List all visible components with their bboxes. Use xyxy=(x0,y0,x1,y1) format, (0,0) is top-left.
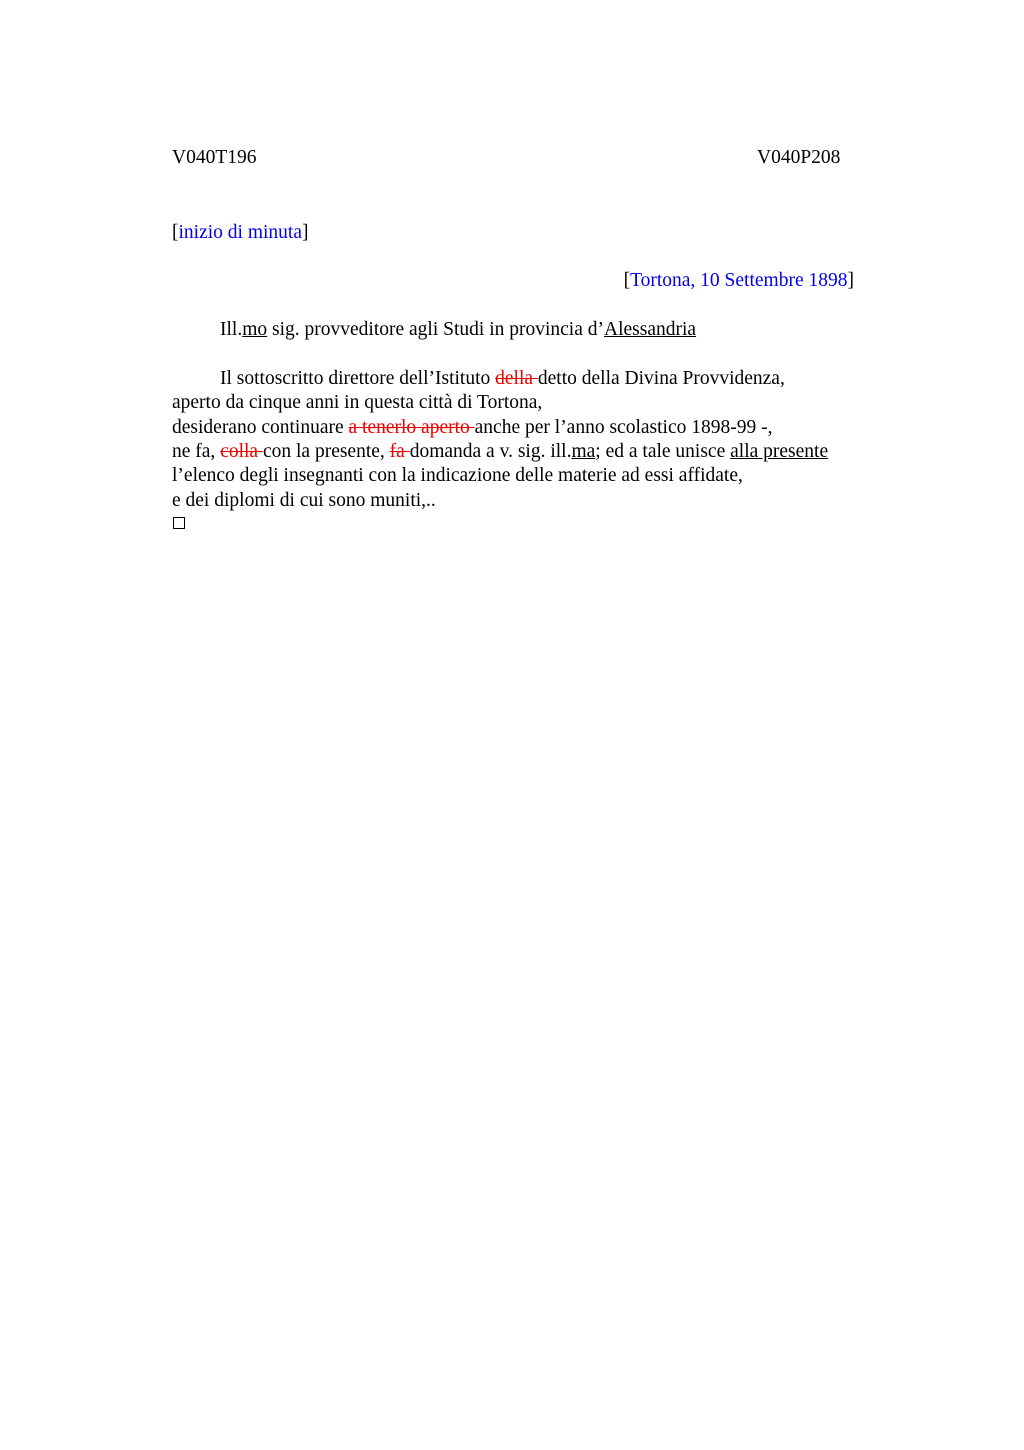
document-code-right: V040P208 xyxy=(757,147,841,168)
salutation-part: Ill. xyxy=(220,319,243,340)
deleted-text: a tenerlo aperto xyxy=(348,417,475,438)
deleted-text: della xyxy=(495,368,538,389)
editorial-note xyxy=(172,221,308,245)
body-line-2: aperto da cinque anni in questa città di Tortona, xyxy=(172,392,543,413)
text-segment: anche per l’anno scolastico 1898-99 -, xyxy=(474,417,773,438)
bracket-close: ] xyxy=(847,270,854,291)
text-segment: Il sottoscritto direttore dell’Istituto xyxy=(220,368,496,389)
body-line-4 xyxy=(172,440,828,464)
body-line-1 xyxy=(220,367,785,391)
empty-box-icon xyxy=(173,517,185,529)
underlined-text: ma xyxy=(571,441,596,462)
body-line-6: e dei diplomi di cui sono muniti,.. xyxy=(172,490,436,511)
text-segment: detto della Divina Provvidenza, xyxy=(537,368,785,389)
editorial-note-text: inizio di minuta xyxy=(178,222,302,243)
document-code-left: V040T196 xyxy=(172,147,257,168)
text-segment: ne fa, xyxy=(172,441,221,462)
text-segment: domanda a v. sig. ill. xyxy=(409,441,572,462)
salutation-underlined: Alessandria xyxy=(604,319,697,340)
text-segment: desiderano continuare xyxy=(172,417,349,438)
bracket-close: ] xyxy=(301,222,309,243)
salutation-part: sig. provveditore agli Studi in provincia d’ xyxy=(267,319,605,340)
salutation-underlined: mo xyxy=(242,319,268,340)
bracket-open: [ xyxy=(172,222,179,243)
underlined-text: alla presente xyxy=(730,441,829,462)
body-line-3 xyxy=(172,416,772,440)
salutation xyxy=(220,318,696,342)
dateline-text: Tortona, 10 Settembre 1898 xyxy=(630,270,848,291)
dateline xyxy=(624,269,854,293)
body-line-5: l’elenco degli insegnanti con la indicazione delle materie ad essi affidate, xyxy=(172,465,743,486)
deleted-text: fa xyxy=(389,441,410,462)
deleted-text: colla xyxy=(220,441,263,462)
bracket-open: [ xyxy=(623,270,631,291)
text-segment: con la presente, xyxy=(262,441,390,462)
text-segment: ; ed a tale unisce xyxy=(595,441,731,462)
